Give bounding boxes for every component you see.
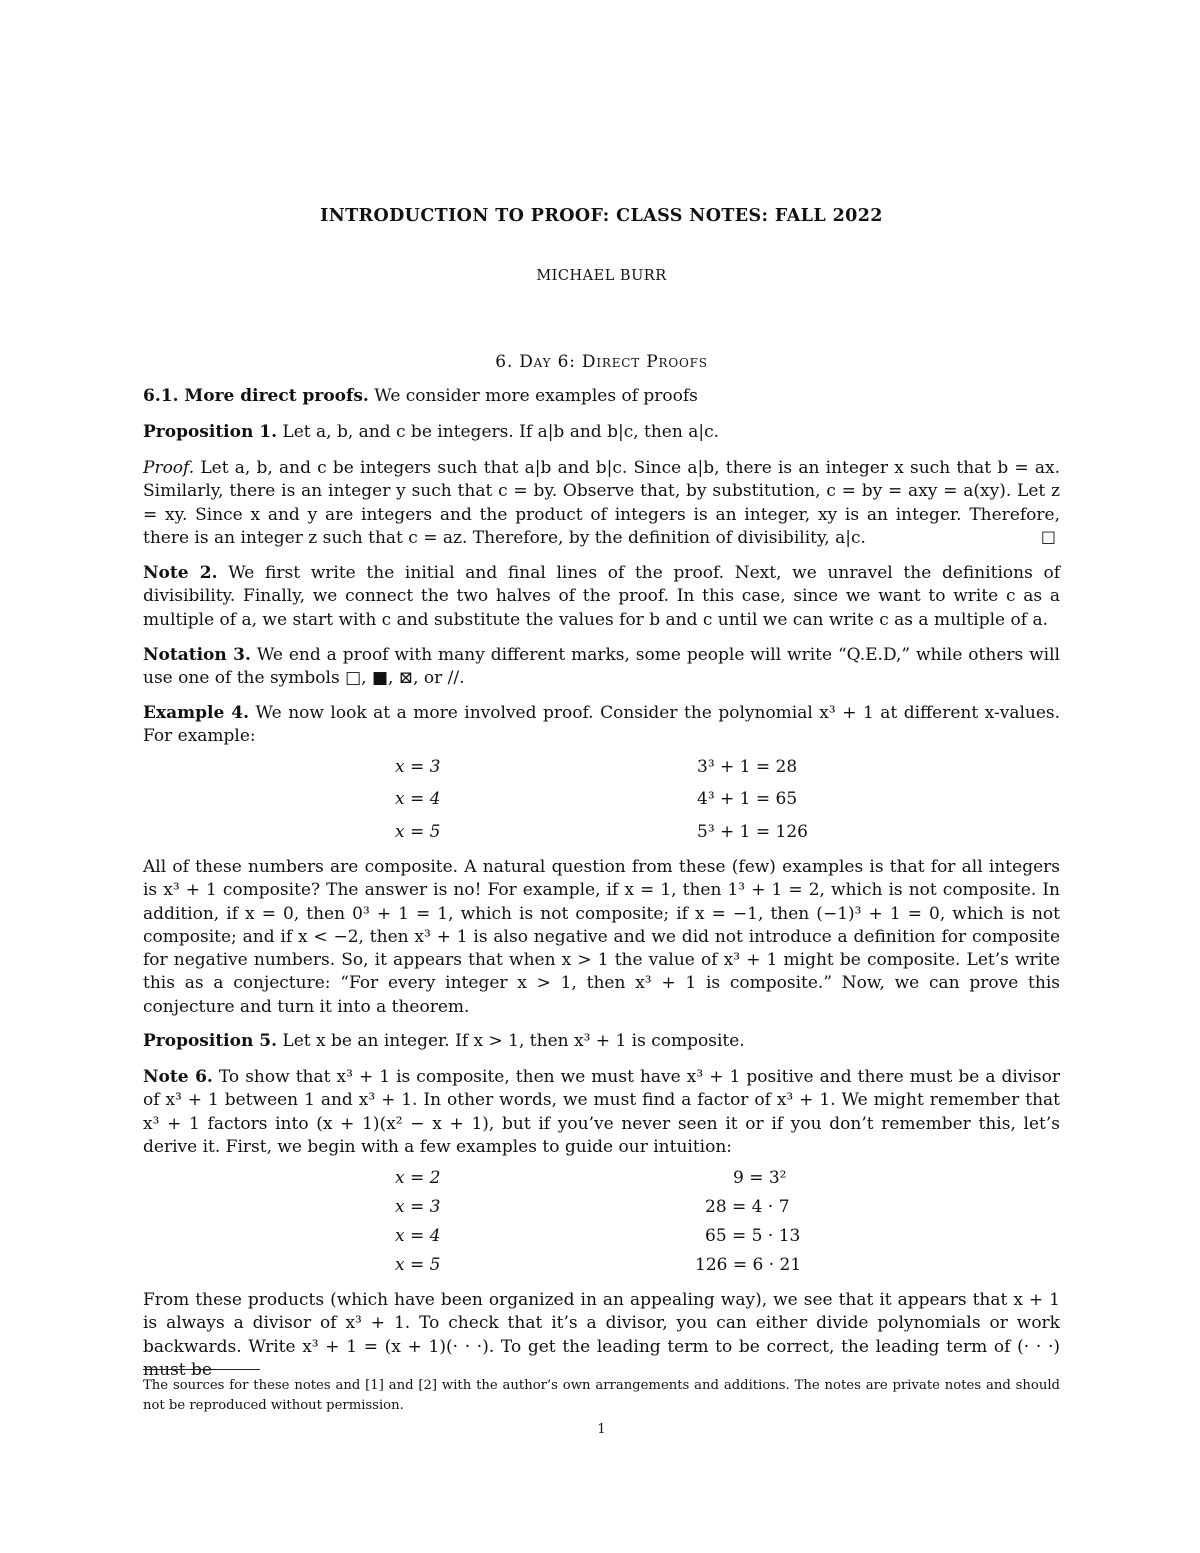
notation-3-label: Notation 3. — [143, 645, 251, 665]
subsection-6-1 — [143, 385, 1060, 408]
factor-row-left: x = 3 — [395, 1197, 441, 1217]
footnote: The sources for these notes and [1] and [2] with the author’s own arrangements and additions. The notes are private notes and should not be reproduced without permission. — [143, 1378, 1060, 1413]
factor-row-right: 9 = 3² — [733, 1168, 787, 1188]
proposition-1 — [143, 421, 1060, 444]
example-4-label: Example 4. — [143, 703, 250, 723]
footnote-rule — [143, 1369, 260, 1370]
factor-row-right: 28 = 4 · 7 — [705, 1197, 790, 1217]
example-4 — [143, 702, 1060, 749]
proof-label: Proof. — [143, 458, 195, 478]
composite-paragraph: All of these numbers are composite. A natural question from these (few) examples is that for all integers is x³ + 1 composite? The answer is no! For example, if x = 1, then 1³ + 1 = 2, which is not composite. In addition, if x = 0, then 0³ + 1 = 1, which is not composite; if x = −1, then (−1)³ + 1 = 0, which is not composite; and if x < −2, then x³ + 1 is also negative and we did not introduce a definition for composite for negative numbers. So, it appears that when x > 1 the value of x³ + 1 might be composite. Let’s write this as a conjecture: “For every integer x > 1, then x³ + 1 is composite.” Now, we can prove this conjecture and turn it into a theorem. — [143, 857, 1060, 1017]
example-4-text: We now look at a more involved proof. Consider the polynomial x³ + 1 at different x-values. For example: — [143, 703, 1061, 747]
note-6 — [143, 1066, 1060, 1159]
qed-box-icon: □ — [1040, 527, 1056, 546]
subsection-label: 6.1. More direct proofs. — [143, 386, 369, 406]
products-paragraph: From these products (which have been organized in an appealing way), we see that it appears that x + 1 is always a divisor of x³ + 1. To check that it’s a divisor, you can either divide polynomials or work backwards. Write x³ + 1 = (x + 1)(· · ·). To get the leading term to be correct, the leading term of (· · ·) must be — [143, 1290, 1060, 1380]
example-row-left: x = 3 — [395, 757, 441, 777]
factor-row-left: x = 2 — [395, 1168, 441, 1188]
note-2-text: We first write the initial and final lines of the proof. Next, we unravel the definitions of divisibility. Finally, we connect the two halves of the proof. In this case, since we want to write c as a multiple of a, we start with c and substitute the values for b and c until we can write c as a multiple of a. — [143, 563, 1060, 630]
proposition-1-text: Let a, b, and c be integers. If a|b and b|c, then a|c. — [282, 422, 720, 442]
proof-block — [143, 457, 1060, 550]
proposition-5 — [143, 1030, 1060, 1053]
page — [143, 0, 1060, 1553]
example-row-right: 5³ + 1 = 126 — [697, 822, 808, 842]
page-number: 1 — [597, 1422, 606, 1437]
example-row-right: 4³ + 1 = 65 — [697, 789, 798, 809]
proposition-1-label: Proposition 1. — [143, 422, 278, 442]
section-heading: 6. Day 6: Direct Proofs — [495, 352, 708, 372]
note-2-label: Note 2. — [143, 563, 218, 583]
proposition-5-text: Let x be an integer. If x > 1, then x³ + 1 is composite. — [282, 1031, 745, 1051]
subsection-text: We consider more examples of proofs — [374, 386, 698, 406]
note-6-label: Note 6. — [143, 1067, 213, 1087]
example-row-right: 3³ + 1 = 28 — [697, 757, 798, 777]
factor-row-left: x = 5 — [395, 1255, 441, 1275]
note-6-text: To show that x³ + 1 is composite, then we must have x³ + 1 positive and there must be a divisor of x³ + 1 between 1 and x³ + 1. In other words, we must find a factor of x³ + 1. We might remember that x³ + 1 factors into (x + 1)(x² − x + 1), but if you’ve never seen it or if you don’t remember this, let’s derive it. First, we begin with a few examples to guide our intuition: — [143, 1067, 1060, 1157]
factor-row-right: 126 = 6 · 21 — [695, 1255, 802, 1275]
proof-text: Let a, b, and c be integers such that a|b and b|c. Since a|b, there is an integer x such that b = ax. Similarly, there is an integer y such that c = by. Observe that, by substitution, c = by = axy = a(xy). Let z = xy. Since x and y are integers and the product of integers is an integer, xy is an integer. Therefore, there is an integer z such that c = az. Therefore, by the definition of divisibility, a|c. — [143, 458, 1060, 548]
notation-3-text: We end a proof with many different marks, some people will write “Q.E.D,” while others will use one of the symbols □, ■, ⊠, or //. — [143, 645, 1060, 689]
note-2 — [143, 562, 1060, 632]
author-name: MICHAEL BURR — [536, 268, 667, 284]
page-title: INTRODUCTION TO PROOF: CLASS NOTES: FALL 2022 — [320, 206, 883, 226]
factor-row-right: 65 = 5 · 13 — [705, 1226, 801, 1246]
proposition-5-label: Proposition 5. — [143, 1031, 278, 1051]
notation-3 — [143, 644, 1060, 691]
example-row-left: x = 4 — [395, 789, 441, 809]
example-row-left: x = 5 — [395, 822, 441, 842]
factor-row-left: x = 4 — [395, 1226, 441, 1246]
